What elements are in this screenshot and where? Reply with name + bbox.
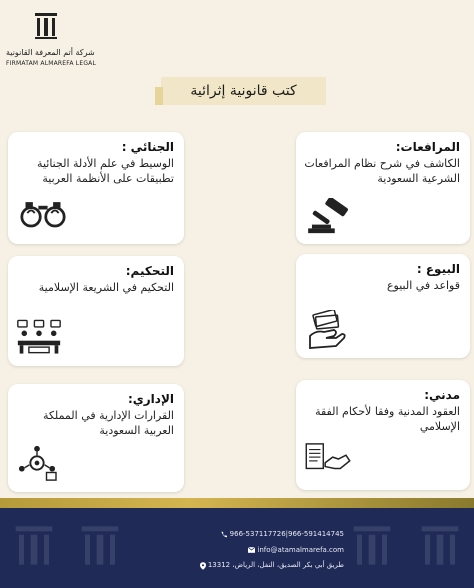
- email-icon: [248, 547, 255, 554]
- footer: [0, 508, 474, 588]
- card-label: الإداري:: [127, 392, 174, 406]
- location-pin-icon: [199, 562, 206, 569]
- card-desc: التحكيم في الشريعة الإسلامية: [38, 281, 174, 294]
- footer-gold-stripe: [0, 498, 474, 508]
- gavel-icon: [306, 198, 354, 236]
- watermark-logo-icon: [352, 518, 392, 578]
- card-label: البيوع :: [416, 262, 460, 276]
- handcuffs-icon: [20, 198, 66, 232]
- card-label: مدني:: [424, 388, 460, 402]
- card-desc: الكاشف في شرح نظام المرافعات الشرعية السعودية: [304, 157, 460, 185]
- brand-name-en: FIRMATAM ALMAREFA LEGAL: [6, 60, 97, 67]
- watermark-logo-icon: [420, 518, 460, 578]
- email-text: info@atamalmarefa.com: [257, 546, 344, 554]
- watermark-logo-icon: [14, 518, 54, 578]
- card-civil: [296, 380, 470, 490]
- money-hand-icon: [306, 310, 346, 350]
- card-label: التحكيم:: [125, 264, 174, 278]
- card-administrative: [8, 384, 184, 492]
- card-label: الجنائي :: [121, 140, 174, 154]
- address-text: طريق أبي بكر الصديق، النفل، الرياض، 13312: [207, 561, 344, 569]
- title-banner: [161, 77, 326, 105]
- footer-address[interactable]: [196, 561, 344, 569]
- card-desc: القرارات الإدارية في المملكة العربية السعودية: [42, 409, 174, 437]
- gear-people-icon: [16, 444, 58, 482]
- card-desc: قواعد في البيوع: [386, 279, 460, 292]
- watermark-logo-icon: [80, 518, 120, 578]
- contract-handshake-icon: [304, 442, 352, 476]
- footer-email[interactable]: [245, 546, 344, 554]
- card-desc: العقود المدنية وفقا لأحكام الفقة الإسلامي: [315, 405, 460, 433]
- brand-name-ar: شركة أتم المعرفة القانونية: [6, 48, 95, 57]
- card-pleadings: [296, 132, 470, 244]
- meeting-icon: [16, 318, 62, 356]
- phones-text: 966-591414745|966-537117726: [229, 530, 344, 538]
- card-sales: [296, 254, 470, 358]
- footer-phones[interactable]: [217, 530, 344, 538]
- page-title: كتب قانونية إثرائية: [190, 83, 297, 99]
- card-label: المرافعات:: [395, 140, 460, 154]
- card-desc: الوسيط في علم الأدلة الجنائية تطبيقات على الأنظمة العربية: [37, 157, 174, 185]
- pillars-logo-icon: [34, 12, 58, 40]
- card-arbitration: [8, 256, 184, 366]
- company-logo: [6, 12, 116, 72]
- phone-icon: [220, 531, 227, 538]
- card-criminal: [8, 132, 184, 244]
